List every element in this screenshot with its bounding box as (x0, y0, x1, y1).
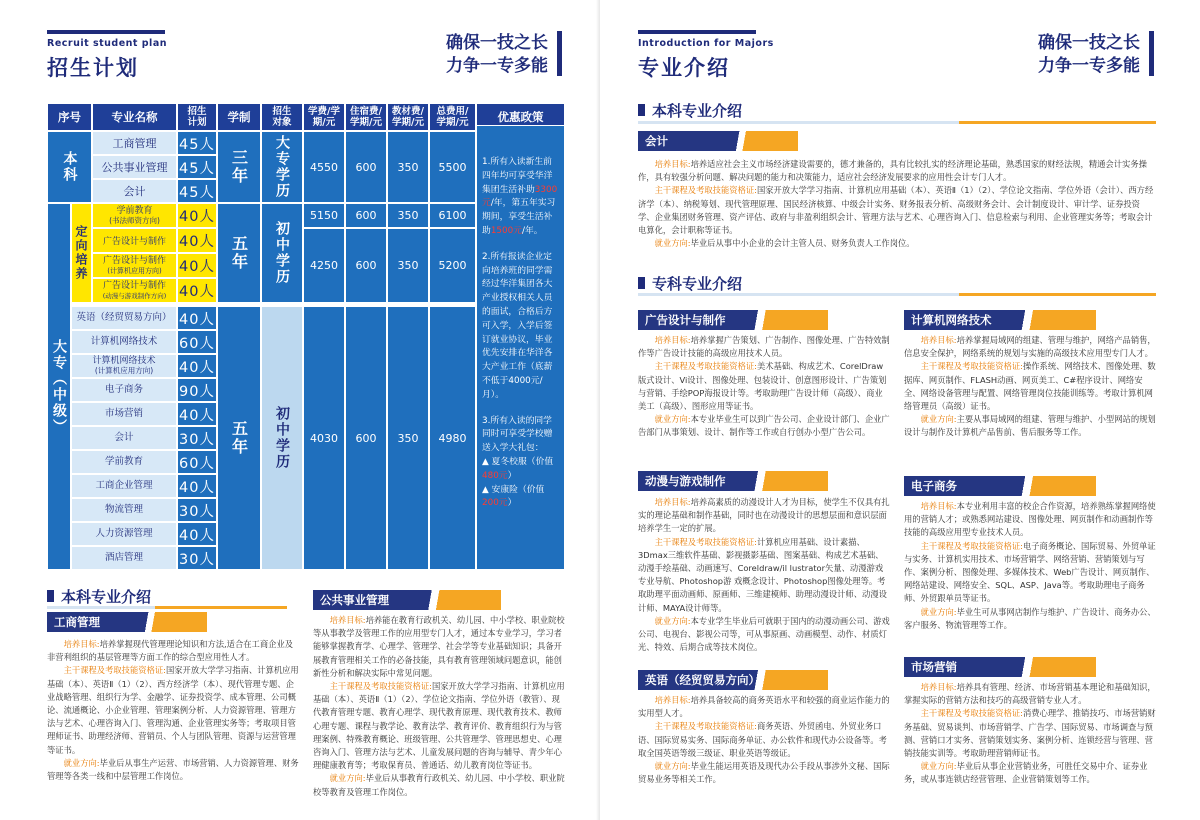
slogan-line-2: 力争一专多能 (446, 56, 548, 76)
ug-tuition: 4550 (303, 131, 345, 203)
ug-count-3: 45人 (177, 179, 217, 203)
section-title: 专科专业介绍 (638, 273, 742, 294)
slogan-bar (1149, 31, 1154, 76)
slogan-line-1: 确保一技之长 (446, 33, 548, 53)
or-count-2: 40人 (177, 228, 217, 253)
right-page (600, 0, 1200, 820)
slogan-bar (557, 31, 562, 76)
college-count: 40人 (177, 522, 217, 546)
major-tag: 市场营销 (904, 657, 1096, 677)
th-dorm: 住宿费/ 学期/元 (345, 103, 387, 131)
ug-target: 大专学历 (261, 131, 303, 203)
co-books: 350 (387, 306, 429, 570)
page-title: 专业介绍 (638, 56, 730, 80)
ug-books: 350 (387, 131, 429, 203)
co-tuition: 4030 (303, 306, 345, 570)
ug-total: 5500 (429, 131, 476, 203)
th-index: 序号 (47, 103, 92, 131)
th-plan: 招生 计划 (177, 103, 217, 131)
ug-years: 三年 (217, 131, 261, 203)
major-desc: 培养目标:培养掌握现代管理理论知识和方法,适合在工商企业及非营利组织的基层管理等方面工作的综合型应用性人才。 主干课程及考取技能资格证:国家开放大学学习指南、计算机应用基础（本）、英语Ⅱ（1）（2）、西方经济学（本）、现代管理专题、企业战略管理、组织行为学、金融学、证券投资学、成本管理、公司概论、流通概论、小企业管理、管理案例分析、人力资源管理、管理方法与艺术、心理咨询入门、管理沟通、企业管理实务等；考取项目管理师证书、助理经济师、营销员、个人与团队管理、资源与运营管理等证书。 就业方向:毕业后从事生产运营、市场营销、人力资源管理、财务管理等各类一线和中层管理工作岗位。 (47, 639, 299, 782)
major-tag: 电子商务 (904, 476, 1096, 496)
college-major: 计算机网络技术 (计算机应用方向) (71, 354, 177, 378)
or-count-1: 40人 (177, 203, 217, 228)
college-label: 大专（中级） (47, 203, 71, 570)
college-count: 40人 (177, 354, 217, 378)
or-major-4: 广告设计与制作 (动漫与游戏制作方向) (92, 278, 177, 303)
ug-major-1: 工商管理 (92, 131, 177, 155)
policy-cell (476, 125, 565, 570)
th-tuition: 学费/学 期/元 (303, 103, 345, 131)
major-desc: 培养目标:培养能在教育行政机关、幼儿园、中小学校、职业院校等从事教学及管理工作的应用型专门人才，通过本专业学习，学习者能够掌握教育学、心理学、管理学、社会学等专业基础知识；具备开展教育管理相关工作的必备技能，具有教育管理领域问题意识，能创新性分析和解决实际中常见问题。 主干课程及考取技能资格证:国家开放大学学习指南、计算机应用基础（本）、英语Ⅱ（1）（2）、学位论文指南、学位外语（教管）、现代教育管理专题、教育心理学、现代教育原理、现代教育技术、教师心理专题、课程与教学论、教育法学、教育评价、教育组织行为与管理案例、特殊教育概论、班级管理、公共管理学、管理思想史、心理咨询入门、管理方法与艺术、儿童发展问题的咨询与辅导、青少年心理健康教育等；考取保育员、普通话、幼儿教育岗位等证书。 就业方向:毕业后从事教育行政机关、幼儿园、中小学校、职业院校等教育及管理工作岗位。 (313, 615, 565, 797)
college-count: 40人 (177, 306, 217, 330)
major-desc: 培养目标:培养具有管理、经济、市场营销基本理论和基础知识，掌握实际的营销方法和技巧的高级营销专业人才。 主干课程及考取技能资格证:消费心理学、推销技巧、市场营销财务基础、贸易谈判、市场营销学、广告学、国际贸易、市场调查与预测、营销口才实务、营销策划实务、案例分析、连锁经营与管理、营销技能实训等。考取助理营销师证书。 就业方向:毕业后从事企业营销业务，可胜任交易中介、证券业务，或从事连锁店经营管理、企业营销策划等工作。 (904, 682, 1156, 785)
college-count: 30人 (177, 426, 217, 450)
co-target: 初中学历 (261, 306, 303, 570)
college-major: 酒店管理 (71, 546, 177, 570)
or-dorm-a: 600 (345, 203, 387, 228)
section-line (47, 606, 287, 609)
th-target: 招生 对象 (261, 103, 303, 131)
header-en: Recruit student plan (47, 38, 167, 49)
or-count-3: 40人 (177, 253, 217, 278)
college-count: 30人 (177, 498, 217, 522)
major-desc: 培养目标:培养掌握广告策划、广告制作、图像处理、广告特效制作等广告设计技能的高级应用技术人员。 主干课程及考取技能资格证:美术基础、构成艺术、CorelDraw版式设计、Vi设计、图像处理、包装设计、创意图形设计、广告策划与营销、手绘POP海报设计等。考取助理广告设计师（高级）、商业美工（高级）、图形应用等证书。 就业方向:本专业毕业生可以到广告公司、企业设计部门、企业广告部门从事策划、设计、制作等工作或自行创办小型广告公司。 (638, 335, 890, 438)
th-total: 总费用/ 学期/元 (429, 103, 476, 131)
college-major: 英语（经贸贸易方向） (71, 306, 177, 330)
undergrad-label: 本科 (47, 131, 92, 203)
major-tag: 计算机网络技术 (904, 310, 1096, 330)
major-tag: 英语（经贸贸易方向） (638, 670, 828, 690)
ug-count-2: 45人 (177, 155, 217, 179)
major-tag: 广告设计与制作 (638, 310, 828, 330)
major-tag: 公共事业管理 (313, 590, 501, 610)
header-en: Introduction for Majors (638, 38, 774, 49)
section-line (638, 293, 1156, 296)
major-desc: 培养目标:培养掌握局域网的组建、管理与维护，网络产品销售，信息安全保护，网络系统的规划与实施的高级技术应用型专门人才。 主干课程及考取技能资格证:操作系统、网络技术、图像处理、数据库、网页制作、FLASH动画、网页美工、C#程序设计、网络安全、网络设备管理与配置、网络管理岗位技能训练等。考取计算机网络管理员（高级）证书。 就业方向:主要从事局域网的组建、管理与维护、小型网站的规划设计与制作及计算机产品售前、售后服务等工作。 (904, 335, 1156, 438)
or-major-3: 广告设计与制作 (计算机应用方向) (92, 253, 177, 278)
major-tag: 会计 (638, 131, 798, 151)
co-years: 五年 (217, 306, 261, 570)
policy-3: 3.所有入读的同学同时可享受学校赠送入学大礼包： ▲ 夏冬校服（价值480元） ▲ 安康险（价值200元） (482, 415, 554, 509)
or-books-a: 350 (387, 203, 429, 228)
or-major-2: 广告设计与制作 (92, 228, 177, 253)
or-books-b: 350 (387, 228, 429, 303)
section-line (638, 121, 1156, 124)
college-major: 市场营销 (71, 402, 177, 426)
or-tuition-b: 4250 (303, 228, 345, 303)
section-title: 本科专业介绍 (47, 586, 151, 607)
slogan (408, 32, 548, 78)
ug-dorm: 600 (345, 131, 387, 203)
slogan (1000, 32, 1140, 78)
college-major: 工商企业管理 (71, 474, 177, 498)
or-tuition-a: 5150 (303, 203, 345, 228)
ug-major-2: 公共事业管理 (92, 155, 177, 179)
or-count-4: 40人 (177, 278, 217, 303)
college-count: 60人 (177, 450, 217, 474)
header-bar (638, 30, 756, 34)
or-total-b: 5200 (429, 228, 476, 303)
major-desc: 培养目标:培养适应社会主义市场经济建设需要的，德才兼备的，具有比较扎实的经济理论基础，熟悉国家的财经法规，精通会计实务操作，具有较强分析问题、解决问题的能力和决策能力，适应社会经济发展要求的应用性会计专门人才。 主干课程及考取技能资格证:国家开放大学学习指南、计算机应用基础（本）、英语Ⅱ（1）（2）、学位论文指南、学位外语（会计）、西方经济学（本）、纳税筹划、现代管理原理、国民经济核算、中级会计实务、财务报表分析、高级财务会计、会计制度设计、审计学、证券投资学、企业集团财务管理、资产评估、政府与非盈利组织会计、管理方法与艺术、心理咨询入门、信息检索与利用、企业管理实务等；考取会计电算化，会计职称等证书。 就业方向:毕业后从事中小企业的会计主管人员、财务负责人工作岗位。 (638, 159, 1154, 249)
college-major: 人力资源管理 (71, 522, 177, 546)
th-major: 专业名称 (92, 103, 177, 131)
co-total: 4980 (429, 306, 476, 570)
page-title: 招生计划 (47, 56, 139, 80)
th-years: 学制 (217, 103, 261, 131)
college-count: 30人 (177, 546, 217, 570)
major-tag: 动漫与游戏制作 (638, 471, 828, 491)
major-desc: 培养目标:培养高素质的动漫设计人才为目标，使学生不仅具有扎实的理论基础和制作基础，同时也在动漫设计的思想层面和意识层面培养学生一定的扩展。 主干课程及考取技能资格证:计算机应用基础、设计素描、3Dmax三维软件基础、影视摄影基础、图案基础、构成艺术基础、动漫手绘基础、动画速写、Coreldraw/il lustrator矢量、动漫游戏专业导航、Photoshop游 戏概念设计、Photoshop图像处理等。考取助理平面动画师、原画师、三维建模师、助理动漫设计师、动漫设计师、MAYA设计师等。 就业方向:本专业学生毕业后可就职于国内的动漫动画公司、游戏公司、电视台、影视公司等，可从事原画、动画模型、动作、材质灯光、特效、后期合成等技术岗位。 (638, 497, 890, 653)
oriented-label: 定向培养 (74, 225, 88, 281)
slogan-line-1: 确保一技之长 (1038, 33, 1140, 53)
major-tag: 工商管理 (47, 612, 207, 632)
major-desc: 培养目标:本专业利用丰富的校企合作资源，培养熟练掌握网络使用的营销人才；或熟悉网站建设、图像处理、网页制作和动画制作等技能的高级应用型专业技术人员。 主干课程及考取技能资格证:电子商务概论、国际贸易、外贸单证与实务、计算机实用技术、市场营销学、网络营销、营销策划与写作、案例分析、图像处理、多媒体技术、Web广告设计、网页制作、网络站建设、网络安全、SQL、ASP、Java等。考取助理电子商务师、外贸跟单员等证书。 就业方向:毕业生可从事网店制作与维护、广告设计、商务办公、客户服务、物流管理等工作。 (904, 501, 1156, 630)
slogan-line-2: 力争一专多能 (1038, 56, 1140, 76)
ug-count-1: 45人 (177, 131, 217, 155)
college-count: 40人 (177, 402, 217, 426)
or-dorm-b: 600 (345, 228, 387, 303)
ug-major-3: 会计 (92, 179, 177, 203)
college-major: 电子商务 (71, 378, 177, 402)
college-major: 会计 (71, 426, 177, 450)
section-title: 本科专业介绍 (638, 100, 742, 121)
th-policy: 优惠政策 (476, 103, 565, 131)
th-books: 教材费/ 学期/元 (387, 103, 429, 131)
header-bar (47, 30, 165, 34)
co-dorm: 600 (345, 306, 387, 570)
college-major: 物流管理 (71, 498, 177, 522)
major-desc: 培养目标:培养具备较高的商务英语水平和较强的商业运作能力的实用型人才。 主干课程及考取技能资格证:商务英语、外贸函电、外贸业务口语、国际贸易实务、国际商务单证、办公软件和现代办公设备等。考取全国英语等级三级证、职业英语等级证。 就业方向:毕业生能运用英语及现代办公手段从事涉外文秘、国际贸易业务等相关工作。 (638, 695, 890, 785)
college-count: 40人 (177, 474, 217, 498)
college-major: 学前教育 (71, 450, 177, 474)
or-major-1: 学前教育 (书法师资方向) (92, 203, 177, 228)
or-years: 五年 (217, 203, 261, 303)
college-major: 计算机网络技术 (71, 330, 177, 354)
college-count: 90人 (177, 378, 217, 402)
policy-2: 2.所有报读企业定向培养班的同学需经过华洋集团各大产业授权相关人员的面试，合格后方可入学，入学后签订就业协议，毕业优先安排在华洋各大产业工作（底薪不低于4000元/月）。 (482, 251, 553, 400)
college-count: 60人 (177, 330, 217, 354)
or-total-a: 6100 (429, 203, 476, 228)
policy-1: 1.所有入读新生前四年均可享受华洋集团生活补助3300元/年，第五年实习期间，享受生活补助1500元/年。 (482, 157, 558, 236)
or-target: 初中学历 (261, 203, 303, 303)
